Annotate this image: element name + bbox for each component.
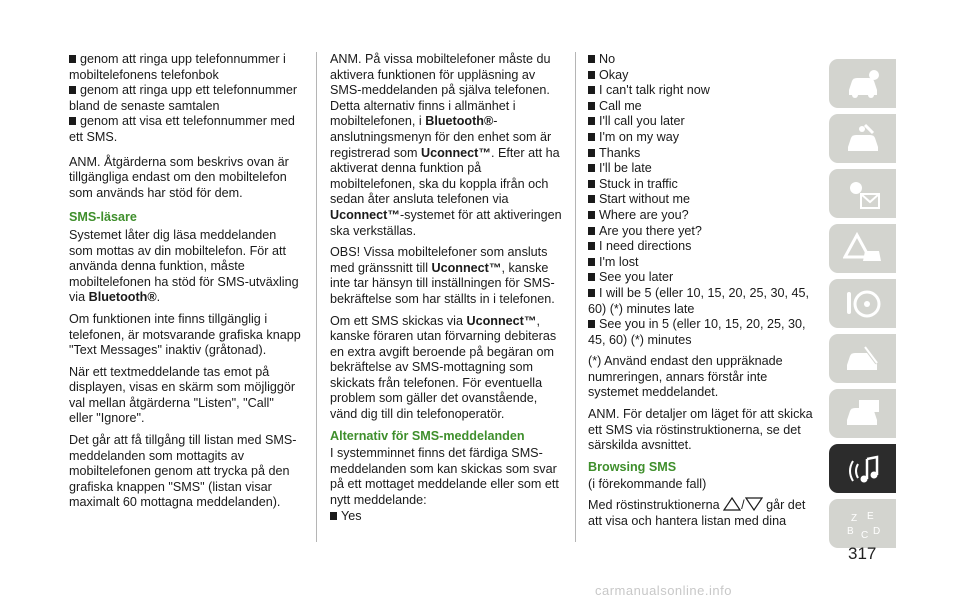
car-data-icon xyxy=(843,396,883,432)
column-2 xyxy=(330,52,562,524)
triangle-down-icon xyxy=(745,497,763,511)
message-option: No xyxy=(588,52,820,68)
paragraph: I systemminnet finns det färdiga SMS-meddelanden som kan skickas som svar på ett mottaget meddelande eller som ett nytt meddelande: xyxy=(330,446,559,508)
message-option: I need directions xyxy=(588,239,820,255)
bullet-icon xyxy=(588,289,595,297)
bullet-icon xyxy=(588,180,595,188)
bullet-icon xyxy=(588,195,595,203)
note-paragraph: (*) Använd endast den uppräknade numreringen, annars förstår inte systemet meddelandet. xyxy=(588,354,783,400)
alphabet-index-icon xyxy=(843,506,883,542)
message-option: See you in 5 (eller 10, 15, 20, 25, 30, 45, 60) (*) minutes xyxy=(588,317,806,347)
column-divider xyxy=(575,52,576,542)
tab-emergency[interactable] xyxy=(829,224,896,273)
list-item: genom att ringa upp ett telefonnummer bland de senaste samtalen xyxy=(69,83,298,113)
message-option: I'm lost xyxy=(588,255,820,271)
car-icon xyxy=(843,66,883,102)
browsing-sms-heading: Browsing SMS xyxy=(588,459,677,474)
message-option: Start without me xyxy=(588,192,820,208)
emergency-triangle-icon xyxy=(843,231,883,267)
paragraph: Systemet låter dig läsa meddelanden som mottas av din mobiltelefon. För att använda denna funktion, måste mobiltelefonen ha stöd för SMS-utväxling via Bluetooth®. xyxy=(69,227,299,305)
bullet-icon xyxy=(588,71,595,79)
bullet-icon xyxy=(330,512,337,520)
bullet-icon xyxy=(588,86,595,94)
seatbelt-car-icon xyxy=(843,121,883,157)
paragraph: När ett textmeddelande tas emot på displayen, visas en skärm som möjliggör val mellan åtgärderna "Listen", "Call" eller "Ignore". xyxy=(69,364,296,426)
triangle-up-icon xyxy=(723,497,741,511)
anm-paragraph: ANM. För detaljer om läget för att skicka ett SMS via röstinstruktionerna, se det särskilda avsnittet. xyxy=(588,407,813,453)
warning-lights-icon xyxy=(843,176,883,212)
steering-wheel-icon xyxy=(843,286,883,322)
anm-paragraph: ANM. Åtgärderna som beskrivs ovan är tillgängliga endast om den mobiltelefon som används har stöd för dem. xyxy=(69,154,289,200)
svg-text:D: D xyxy=(872,525,880,537)
tab-index[interactable] xyxy=(829,499,896,548)
message-option: Stuck in traffic xyxy=(588,177,820,193)
bullet-icon xyxy=(588,242,595,250)
message-option: I can't talk right now xyxy=(588,83,820,99)
paragraph: Det går att få tillgång till listan med SMS-meddelanden som mottagits av mobiltelefonen genom att trycka på den grafiska knappen "SMS" (listan visar maximalt 60 mottagna meddelanden). xyxy=(69,433,297,510)
tab-driving[interactable] xyxy=(829,279,896,328)
paragraph: Med röstinstruktionerna / går det att visa och hantera listan med dina xyxy=(588,498,806,528)
tab-lights[interactable] xyxy=(829,169,896,218)
bullet-icon xyxy=(588,55,595,63)
message-option: I'll call you later xyxy=(588,114,820,130)
paragraph: OBS! Vissa mobiltelefoner som ansluts med gränssnitt till Uconnect™, kanske inte tar hänsyn till inställningen för SMS-bekräftelse som har ställts in i telefonen. xyxy=(330,245,555,306)
column-3 xyxy=(588,52,820,535)
bullet-icon xyxy=(588,102,595,110)
column-divider xyxy=(316,52,317,542)
message-list xyxy=(588,52,820,348)
message-option: I'll be late xyxy=(588,161,820,177)
sms-options-heading: Alternativ för SMS-meddelanden xyxy=(330,428,525,443)
message-option: Okay xyxy=(588,68,820,84)
svg-text:Z: Z xyxy=(850,512,857,524)
message-option: See you later xyxy=(588,270,820,286)
message-option: Are you there yet? xyxy=(588,224,820,240)
bullet-icon xyxy=(69,117,76,125)
bullet-icon xyxy=(69,55,76,63)
chapter-sidebar xyxy=(829,59,896,554)
paragraph: ANM. På vissa mobiltelefoner måste du aktivera funktionen för uppläsning av SMS-meddelanden på själva telefonen. Detta alternativ finns i allmänhet i mobiltelefonen, i Bluetooth®-anslutningsmenyn för den enhet som är registrerad som Uconnect™. Efter att ha aktiverat denna funktion på mobiltelefonen, ska du koppla ifrån och sedan åter ansluta telefonen via Uconnect™-systemet för att aktiveringen ska verkställas. xyxy=(330,52,562,238)
svg-text:B: B xyxy=(846,525,854,537)
list-item: genom att visa ett telefonnummer med ett SMS. xyxy=(69,114,295,144)
paragraph: (i förekommande fall) xyxy=(588,477,707,492)
bullet-icon xyxy=(588,133,595,141)
bullet-icon xyxy=(588,227,595,235)
paragraph: Om funktionen inte finns tillgänglig i telefonen, är motsvarande grafiska knapp "Text Messages" inaktiv (gråtonad). xyxy=(69,311,301,358)
list-item: genom att ringa upp telefonnummer i mobiltelefonens telefonbok xyxy=(69,52,286,82)
bullet-icon xyxy=(588,258,595,266)
bullet-icon xyxy=(69,86,76,94)
message-option: Thanks xyxy=(588,146,820,162)
bullet-icon xyxy=(588,117,595,125)
sms-reader-heading: SMS-läsare xyxy=(69,210,137,225)
tab-safety[interactable] xyxy=(829,114,896,163)
message-option: Where are you? xyxy=(588,208,820,224)
bullet-icon xyxy=(588,164,595,172)
svg-text:C: C xyxy=(860,529,868,541)
message-option: I will be 5 (eller 10, 15, 20, 25, 30, 45, 60) (*) minutes late xyxy=(588,285,810,316)
watermark: carmanualsonline.info xyxy=(595,583,732,598)
list-item: Yes xyxy=(330,509,562,525)
tab-specifications[interactable] xyxy=(829,389,896,438)
car-wrench-icon xyxy=(843,341,883,377)
multimedia-note-icon xyxy=(843,451,883,487)
tab-multimedia[interactable] xyxy=(829,444,896,493)
svg-text:E: E xyxy=(866,510,874,522)
bullet-icon xyxy=(588,320,595,328)
message-option: Call me xyxy=(588,99,820,115)
tab-maintenance[interactable] xyxy=(829,334,896,383)
bullet-icon xyxy=(588,149,595,157)
tab-vehicle[interactable] xyxy=(829,59,896,108)
column-1 xyxy=(69,52,301,517)
message-option: I'm on my way xyxy=(588,130,820,146)
bullet-icon xyxy=(588,273,595,281)
paragraph: Om ett SMS skickas via Uconnect™, kanske föraren utan förvarning debiteras en extra avgift beroende på begäran om bekräftelse av SMS-mottagning som skickats från telefonen. För eventuella problem som gäller det ovanstående, vänd dig till din telefonoperatör. xyxy=(330,313,557,422)
page-number: 317 xyxy=(848,544,877,563)
bullet-icon xyxy=(588,211,595,219)
